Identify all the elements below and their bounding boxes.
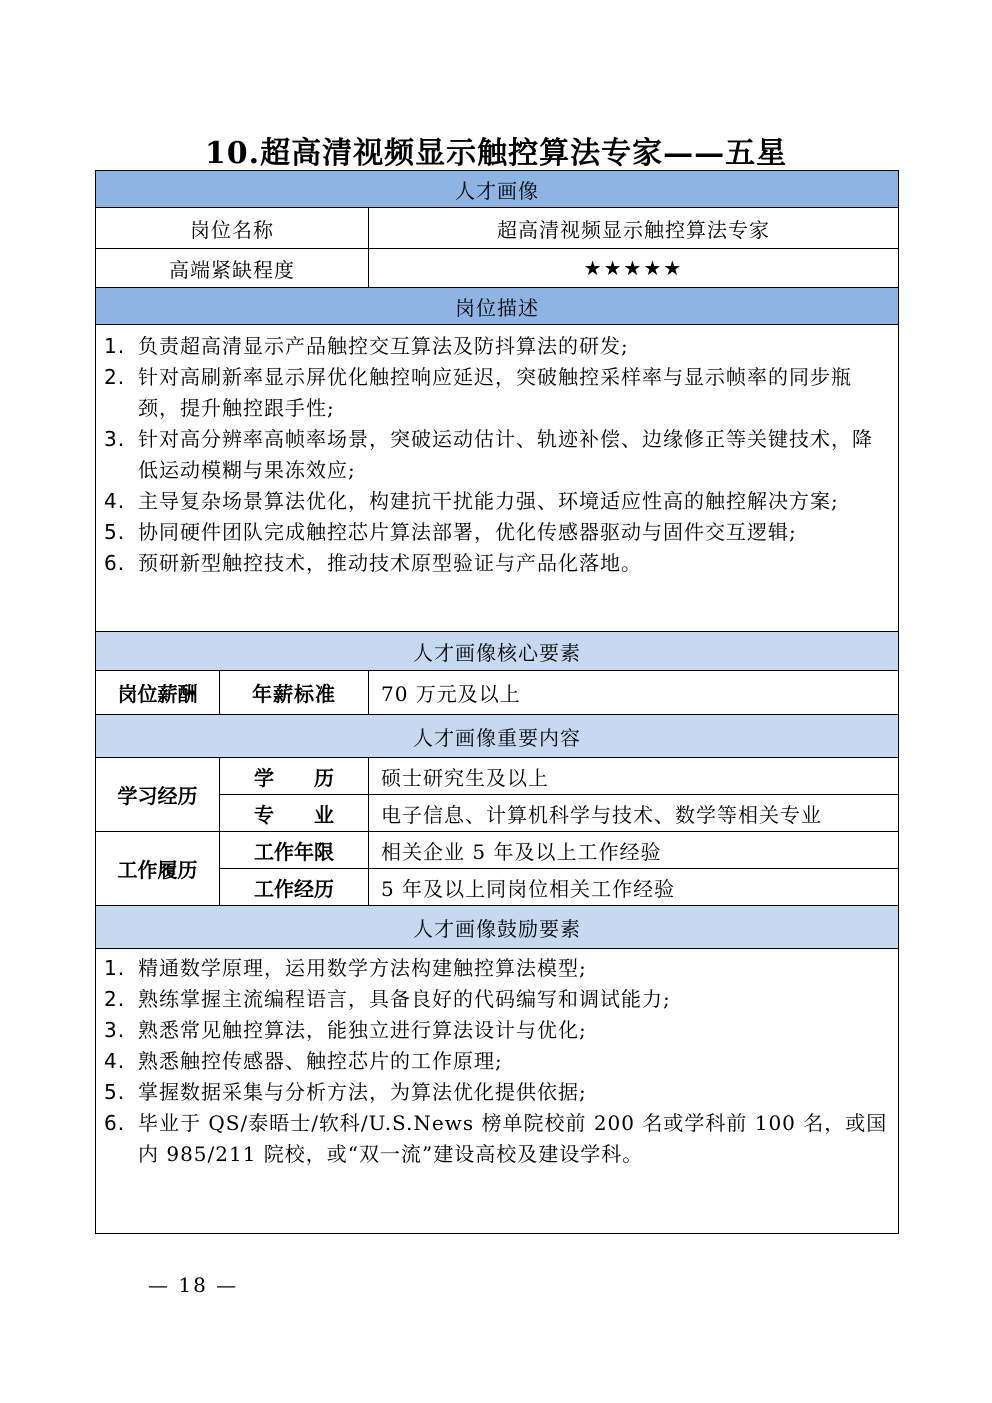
list-item: 4. 熟悉触控传感器、触控芯片的工作原理; (104, 1049, 503, 1073)
work-experience-label: 工作经历 (220, 869, 369, 906)
section-header-portrait: 人才画像 (96, 171, 899, 208)
education-value: 硕士研究生及以上 (369, 758, 899, 795)
list-item: 2. 针对高刷新率显示屏优化触控响应延迟，突破触控采样率与显示帧率的同步瓶颈，提升触控跟手性; (104, 365, 852, 420)
salary-label: 年薪标准 (220, 671, 369, 715)
description-list (96, 325, 898, 589)
list-item: 1. 精通数学原理，运用数学方法构建触控算法模型; (104, 956, 587, 980)
page-number: — 18 — (148, 1273, 239, 1297)
list-item: 3. 熟悉常见触控算法，能独立进行算法设计与优化; (104, 1018, 587, 1042)
list-item: 4. 主导复杂场景算法优化，构建抗干扰能力强、环境适应性高的触控解决方案; (104, 489, 839, 513)
scarcity-label: 高端紧缺程度 (96, 249, 369, 288)
section-header-description: 岗位描述 (96, 288, 899, 325)
list-item: 2. 熟练掌握主流编程语言，具备良好的代码编写和调试能力; (104, 987, 671, 1011)
page-title: 10.超高清视频显示触控算法专家——五星 (204, 136, 788, 171)
list-item: 5. 协同硬件团队完成触控芯片算法部署，优化传感器驱动与固件交互逻辑; (104, 520, 797, 544)
scarcity-stars: ★★★★★ (369, 249, 899, 288)
major-value: 电子信息、计算机科学与技术、数学等相关专业 (369, 795, 899, 832)
salary-category: 岗位薪酬 (96, 671, 220, 715)
work-years-value: 相关企业 5 年及以上工作经验 (369, 832, 899, 869)
list-item: 3. 针对高分辨率高帧率场景，突破运动估计、轨迹补偿、边缘修正等关键技术，降低运动模糊与果冻效应; (104, 427, 873, 482)
section-header-core: 人才画像核心要素 (96, 632, 899, 671)
study-category: 学习经历 (96, 758, 220, 832)
major-label: 专 业 (220, 795, 369, 832)
encourage-list (96, 949, 898, 1180)
position-name-label: 岗位名称 (96, 208, 369, 249)
list-item: 1. 负责超高清显示产品触控交互算法及防抖算法的研发; (104, 334, 629, 358)
list-item: 6. 毕业于 QS/泰晤士/软科/U.S.News 榜单院校前 200 名或学科前 100 名，或国内 985/211 院校，或“双一流”建设高校及建设学科。 (104, 1111, 888, 1166)
work-years-label: 工作年限 (220, 832, 369, 869)
salary-value: 70 万元及以上 (369, 671, 899, 715)
education-label: 学 历 (220, 758, 369, 795)
work-experience-value: 5 年及以上同岗位相关工作经验 (369, 869, 899, 906)
encourage-cell (96, 949, 899, 1234)
section-header-encourage: 人才画像鼓励要素 (96, 906, 899, 949)
position-name-value: 超高清视频显示触控算法专家 (369, 208, 899, 249)
description-cell (96, 325, 899, 632)
work-category: 工作履历 (96, 832, 220, 906)
section-header-important: 人才画像重要内容 (96, 715, 899, 758)
talent-profile-table (95, 170, 899, 1234)
list-item: 5. 掌握数据采集与分析方法，为算法优化提供依据; (104, 1080, 587, 1104)
list-item: 6. 预研新型触控技术，推动技术原型验证与产品化落地。 (104, 551, 642, 575)
